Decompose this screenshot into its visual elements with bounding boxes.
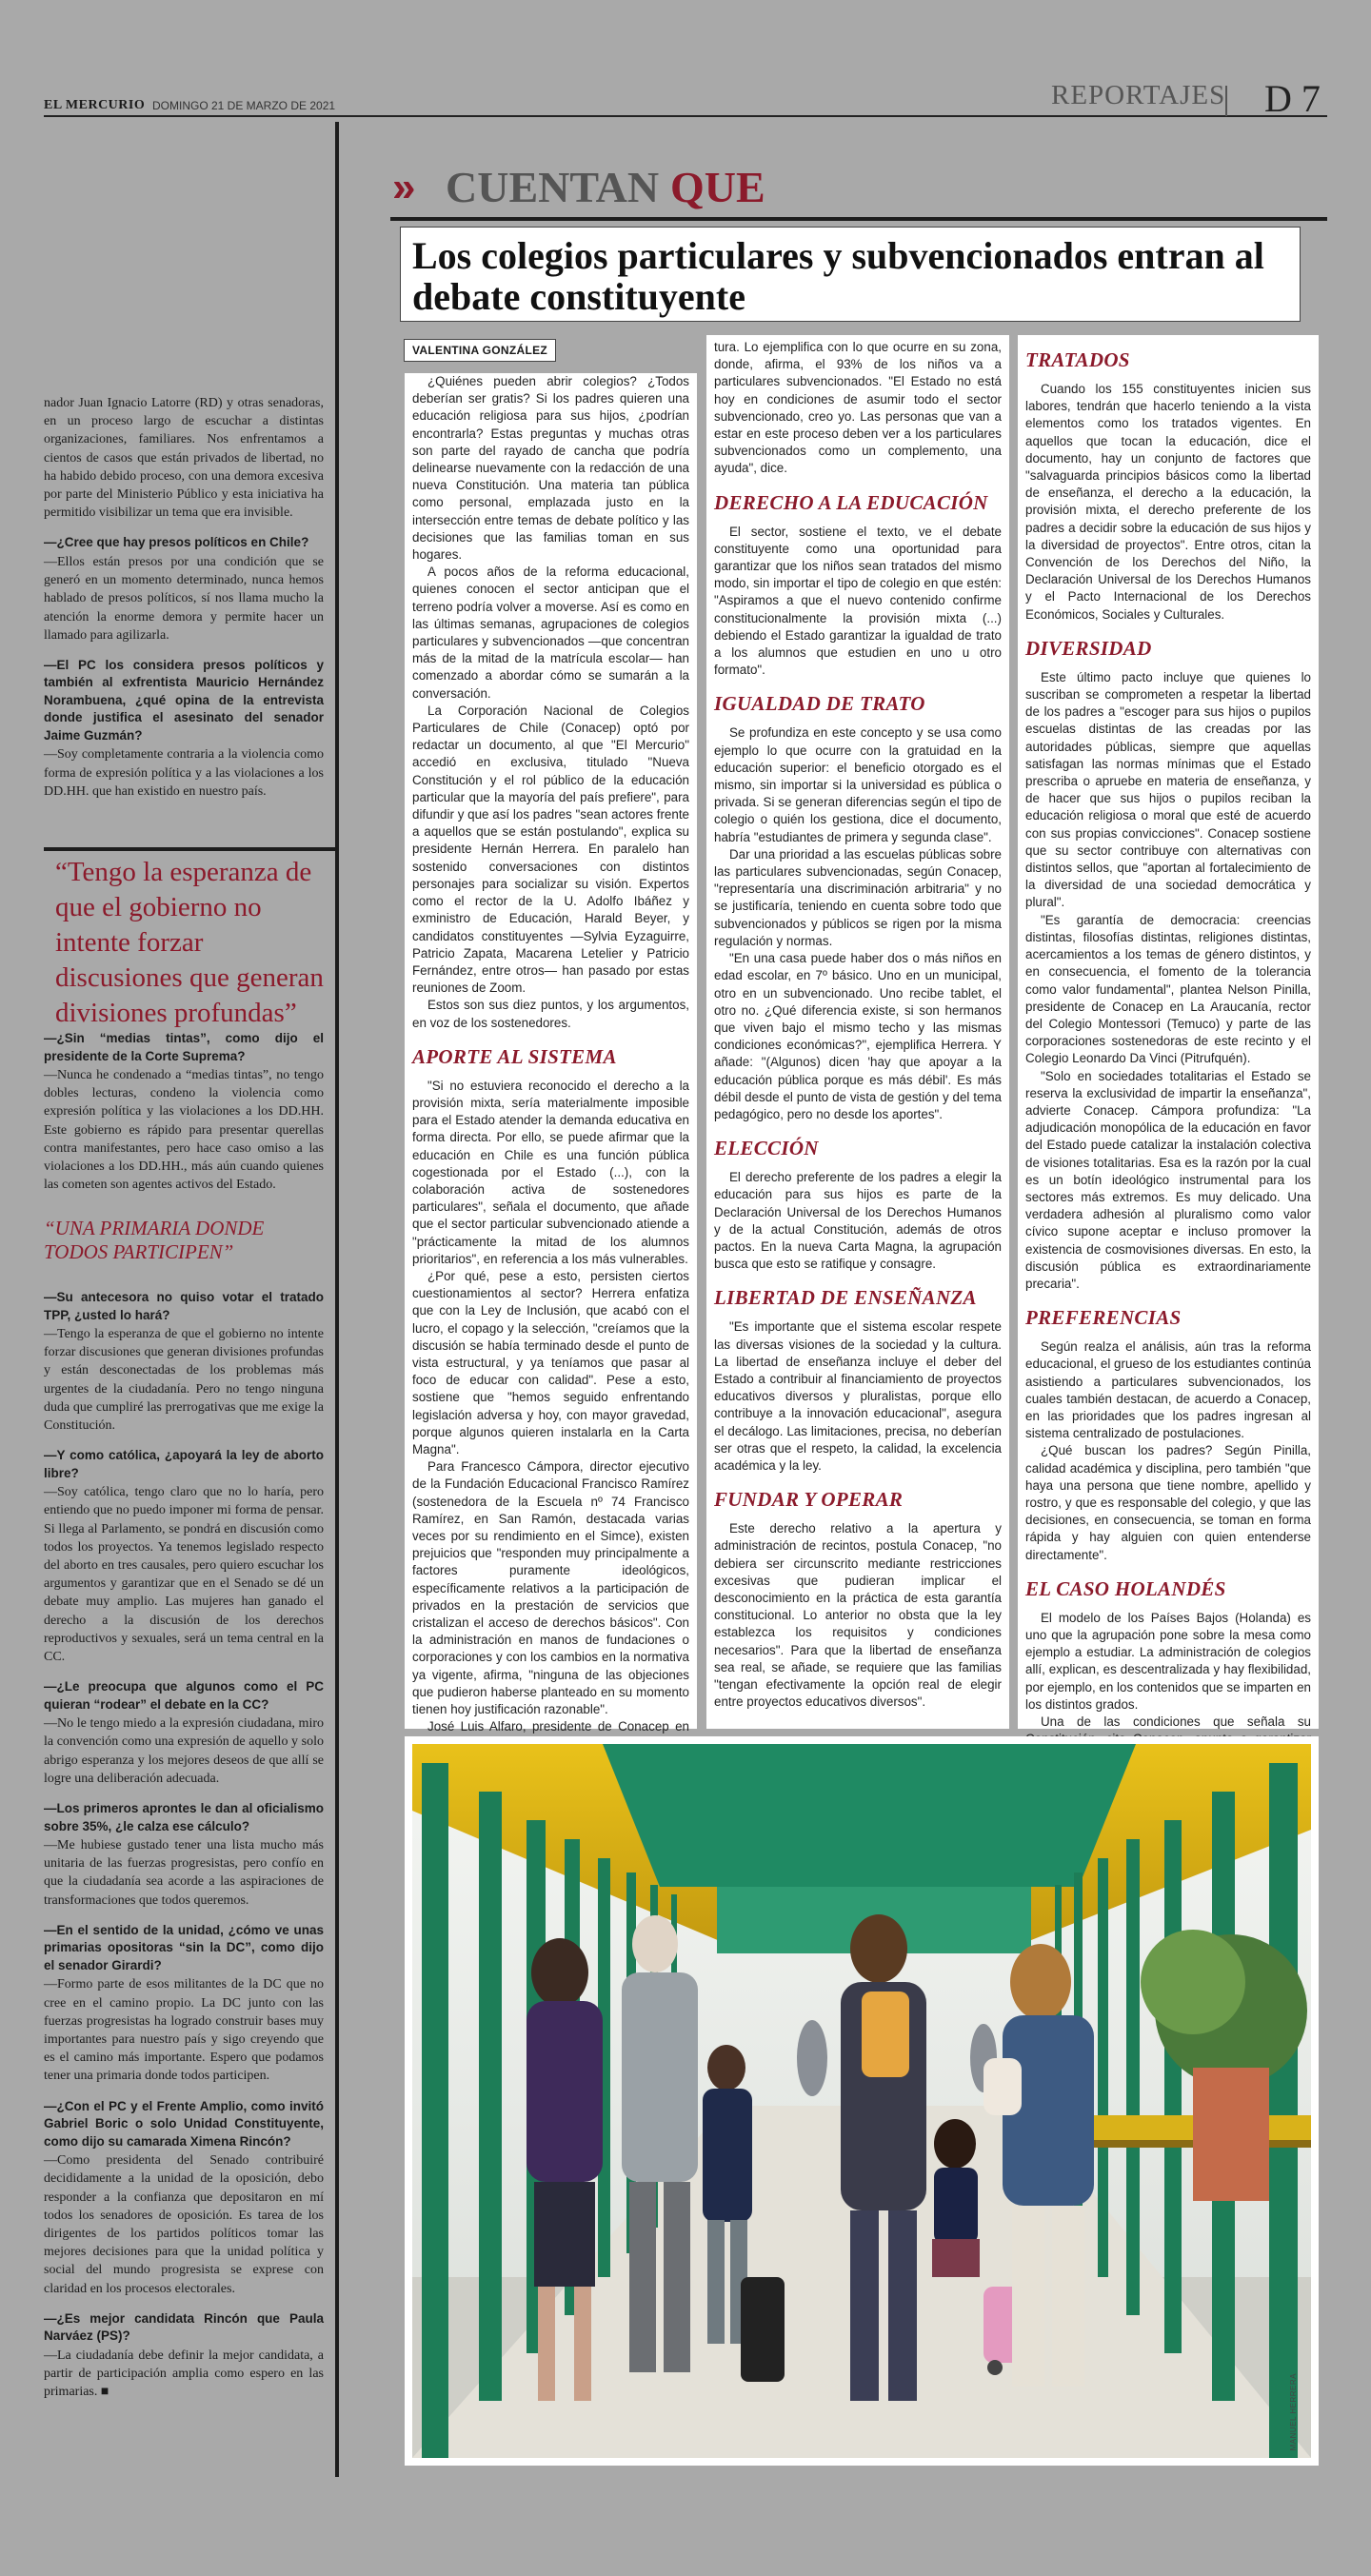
- article-paragraph: tura. Lo ejemplifica con lo que ocurre en su zona, donde, afirma, el 93% de los niños va a particulares subvencionados. "El Estado no está hoy en condiciones de asumir todo el sector subvencionado, creo yo. Las personas que van a estar en este proceso deben ver a los particulares subvencionados como un complemento, una ayuda", dice.: [714, 340, 1002, 476]
- school-corridor-photo: [412, 1744, 1311, 2458]
- interview-question: —¿Con el PC y el Frente Amplio, como invitó Gabriel Boric o solo Unidad Constituyente, como dijo su camarada Ximena Rincón?: [44, 2098, 324, 2149]
- article-column-3: [1018, 335, 1319, 1729]
- interview-mid: [44, 1030, 324, 1206]
- article-paragraph: Este derecho relativo a la apertura y administración de recintos, postula Conacep, "no debiera ser circunscrito mediante restricciones excesivas que pudieran implicar el desconocimiento en la práctica de esta garantía constitucional. Lo anterior no obsta que la ley establezca los requisitos y condiciones necesarios". Para que la libertad de enseñanza sea real, se añade, se requiere que las familias "tengan efectivamente la opción real de elegir entre proyectos educativos diversos".: [714, 1521, 1002, 1710]
- headline-box: [400, 227, 1301, 322]
- article-paragraph: "Es garantía de democracia: creencias distintas, filosofías distintas, religiones distintas, acercamientos a los temas de género distintos, y en consecuencia, el fomento de la tolerancia como valor fundamental", plantea Nelson Pinilla, presidente de Conacep en La Araucanía, rector del Colegio Montessori (Temuco) y parte de las corporaciones sostenedoras de este recinto y el Colegio Leonardo Da Vinci (Pitrufquén).: [1025, 912, 1311, 1066]
- article-column-1: [405, 373, 697, 1734]
- interview-answer: —Nunca he condenado a “medias tintas”, no tengo dobles lecturas, condeno la violencia como expresión política y las violaciones a los DD.HH. Este gobierno es rápido para presentar querellas contra manifestantes, pero hace caso omiso a las violaciones a los DD.HH., más aún cuando quienes las cometen son agentes activos del Estado.: [44, 1068, 324, 1193]
- interview-answer: —Soy completamente contraria a la violencia como forma de expresión política y a las violaciones a los DD.HH. que han existido en nuestro país.: [44, 747, 324, 799]
- photo-frame: [405, 1736, 1319, 2466]
- article-paragraph: "Solo en sociedades totalitarias el Estado se reserva la exclusividad de impartir la enseñanza", advierte Conacep. Cámpora profundiza: "La adjudicación monopólica de la educación en favor del Estado puede catalizar la instalación colectiva de visiones totalitarias. Esa es la razón por la cual es un botín ideológico instrumental para los sectores más extremos. Es muy delicado. Una verdadera adhesión al pluralismo como valor cívico supone aceptar e incluso promover la existencia de cosmovisiones diversas. En esto, la discusión pública es extraordinariamente precaria".: [1025, 1068, 1311, 1291]
- double-chevron-icon: »: [392, 164, 408, 210]
- qa-list-top: [44, 534, 324, 801]
- interview-answer: —Como presidenta del Senado contribuiré decididamente a la unidad de la oposición, debo responder a la confianza que depositaron en mí todos los senadores de oposición. Es tarea de los dirigentes de los partidos políticos tomar las mejores decisiones para que la unidad política y social del mundo progresista se exprese con claridad en los procesos electorales.: [44, 2153, 324, 2296]
- article-subhead: ELECCIÓN: [714, 1137, 819, 1160]
- article-paragraph: Una de las condiciones que señala su: [1041, 1714, 1311, 1730]
- headline: Los colegios particulares y subvencionados entran al debate constituyente: [412, 234, 1264, 318]
- article-paragraph: Se profundiza en este concepto y se usa como ejemplo lo que ocurre con la gratuidad en la educación superior: el beneficio otorgado es el mismo, sin importar si la universidad es pública o privada. Si se generan diferencias según el tipo de colegio o quién los gestiona, dice el documento, habría "estudiantes de primera y segunda clase".: [714, 725, 1002, 844]
- section-divider: [1225, 86, 1227, 116]
- qa-list-mid: [44, 1030, 324, 1194]
- article-paragraph: El modelo de los Países Bajos (Holanda) es uno que la agrupación pone sobre la mesa como ejemplo a estudiar. La administración de colegios allí, explican, es descentralizada y hay flexibilidad, por ejemplo, en los contenidos que se imparten en los distintos grados.: [1025, 1610, 1311, 1712]
- kicker-word-2: QUE: [670, 163, 765, 211]
- article-subhead: LIBERTAD DE ENSEÑANZA: [714, 1286, 977, 1310]
- photo-credit: MANUEL HERRERA: [1289, 2372, 1298, 2450]
- article-subhead: IGUALDAD DE TRATO: [714, 692, 925, 716]
- page-number: D 7: [1264, 77, 1321, 120]
- column-divider: [335, 122, 339, 2477]
- interview-question: —Su antecesora no quiso votar el tratado TPP, ¿usted lo hará?: [44, 1290, 324, 1322]
- article-paragraph: ¿Qué buscan los padres? Según Pinilla, calidad académica y disciplina, pero también "que haya una persona que tiene nombre, apellido y rostro, y que es responsable del colegio, y que las decisiones, en consecuencia, se toman en forma rápida y hay alguien con quien entenderse directamente".: [1025, 1443, 1311, 1562]
- publication-date: DOMINGO 21 DE MARZO DE 2021: [152, 99, 336, 112]
- article-paragraph: ¿Por qué, pese a esto, persisten ciertos cuestionamientos al sector? Herrera enfatiza que con la Ley de Inclusión, que acabó con el lucro, el copago y la selección, "creíamos que la discusión se había terminado desde el punto de vista estructural, y ya teníamos que pasar al foco de educar con calidad". Pese a esto, sostiene que "hemos seguido enfrentando legislación adversa y hoy, con mayor gravedad, porque algunos quieren instalarla en la Carta Magna".: [412, 1268, 689, 1456]
- pull-quote: “Tengo la esperanza de que el gobierno no intente forzar discusiones que generan divisiones profundas”: [55, 857, 324, 1028]
- section-name: REPORTAJES: [1051, 80, 1226, 110]
- article-subhead: APORTE AL SISTEMA: [412, 1044, 617, 1068]
- article-subhead: EL CASO HOLANDÉS: [1025, 1576, 1226, 1600]
- article-column-2: [706, 335, 1009, 1729]
- article-paragraph: Este último pacto incluye que quienes lo suscriban se comprometen a respetar la libertad de los padres a "escoger para sus hijos o pupilos escuelas distintas de las creadas por las autoridades públicas, siempre que aquellas satisfagan las normas mínimas que el Estado prescriba o apruebe en materia de enseñanza, y de hacer que sus hijos o pupilos reciban la educación religiosa o moral que esté de acuerdo con sus propias convicciones". Conacep sostiene que su sector contribuye con alternativas con distintos sellos, que "aportan al fortalecimiento de la diversidad de una sociedad democrática y plural".: [1025, 669, 1311, 910]
- article-paragraph: Para Francesco Cámpora, director ejecutivo de la Fundación Educacional Francisco Ramírez (sostenedora de la Escuela nº 74 Francisco Ramírez, en San Ramón, destacada varias veces por su rendimiento en el Simce), existen prejuicios que "responden muy principalmente a factores puramente ideológicos, específicamente relativos a la participación de privados en la prestación de servicios que cristalizan el acceso de derechos básicos". Con la administración en manos de fundaciones o corporaciones y con los cambios en la normativa ya vigente, afirma, "ninguna de las objeciones que pudieron haberse planteado en su momento tienen hoy justificación razonable".: [412, 1459, 689, 1717]
- newspaper-name: EL MERCURIO: [44, 98, 146, 112]
- interview-answer: —Me hubiese gustado tener una lista mucho más unitaria de las fuerzas progresistas, pero confío en que la ciudadanía sea acorde a las aspiraciones de transformaciones que todos queremos.: [44, 1838, 324, 1908]
- masthead-rule: [44, 115, 1327, 117]
- interview-answer: —Tengo la esperanza de que el gobierno no intente forzar discusiones que generan divisiones profundas y están desconectadas de los problemas más urgentes de la ciudadanía. Pero no tengo ninguna duda que cumpliré las prerrogativas que me exige la Constitución.: [44, 1327, 324, 1434]
- article-subhead: TRATADOS: [1025, 348, 1130, 371]
- article-paragraph: "Es importante que el sistema escolar respete las diversas visiones de la sociedad y la cultura. La libertad de enseñanza incluye el deber del Estado a contribuir al financiamiento de proyectos educativos diversos y pluralistas, porque ello contribuye a la innovación educacional", asegura el decálogo. Las limitaciones, precisa, no deberían ser otras que el respeto, la calidad, la excelencia académica y la ley.: [714, 1319, 1002, 1473]
- article-paragraph: Estos son sus diez puntos, y los argumentos, en voz de los sostenedores.: [412, 998, 689, 1030]
- interview-answer: —Soy católica, tengo claro que no lo haría, pero entiendo que no puedo imponer mi forma de pensar. Si llega al Parlamento, se pondrá en discusión como todos los proyectos. Ya tenemos legislado respecto del aborto en tres causales, pero quiero escuchar los argumentos y garantizar que en el Senado se dé un debate muy amplio. Las mujeres han ganado el derecho a la discusión de los derechos reproductivos y sexuales, será un tema central en la CC.: [44, 1485, 324, 1665]
- article-paragraph: El sector, sostiene el texto, ve el debate constituyente como una oportunidad para garantizar que los niños sean tratados del mismo modo, sin importar el tipo de colegio en que estén: "Aspiramos a que el nuevo contenido confirme constitucionalmente la provisión mixta (...) debiendo el Estado garantizar la igualdad de trato a los alumnos que estudien en uno u otro formato".: [714, 524, 1002, 678]
- interview-answer: —La ciudadanía debe definir la mejor candidata, a partir de participación amplia como espero en las primarias. ■: [44, 2348, 324, 2400]
- article-paragraph: El derecho preferente de los padres a elegir la educación para sus hijos es parte de la Declaración Universal de los Derechos Humanos y de la actual Constitución, además de otros pactos. En la nueva Carta Magna, la agrupación busca que esto se ratifique y consagre.: [714, 1170, 1002, 1272]
- article-paragraph: ¿Quiénes pueden abrir colegios? ¿Todos deberían ser gratis? Si los padres quieren una educación religiosa para sus hijos, ¿podrían encontrarla? Estas preguntas y muchas otras son parte del rayado de cancha que podría delinearse nuevamente con la redacción de una nueva Constitución. Una materia tan pública como personal, emplazada justo en la intersección entre temas de debate político y las decisiones que las familias toman en sus hogares.: [412, 374, 689, 563]
- photo-illustration: [412, 1744, 1311, 2458]
- interview-bottom: [44, 1289, 324, 2413]
- interview-answer: —Ellos están presos por una condición que se generó en un momento determinado, nunca hemos hablado de presos políticos, sí nos llama mucho la atención la enorme demora y permite hacer un llamado para agilizarla.: [44, 554, 324, 643]
- interview-question: —El PC los considera presos políticos y también al exfrentista Mauricio Hernández Norambuena, ¿qué opina de la entrevista donde justifica el asesinato del senador Jaime Guzmán?: [44, 657, 324, 743]
- interview-question: —¿Es mejor candidata Rincón que Paula Narváez (PS)?: [44, 2310, 324, 2344]
- interview-subhead: “UNA PRIMARIA DONDE TODOS PARTICIPEN”: [44, 1217, 265, 1263]
- interview-question: —¿Sin “medias tintas”, como dijo el presidente de la Corte Suprema?: [44, 1031, 324, 1063]
- byline: VALENTINA GONZÁLEZ: [404, 339, 556, 362]
- article-paragraph: Cuando los 155 constituyentes inicien sus labores, tendrán que hacerlo teniendo a la vista elementos como los tratados vigentes. En aquellos que tocan la educación, dice el documento, hay un conjunto de factores que "salvaguarda principios básicos como la libertad de enseñanza, el derecho a la educación, la provisión mixta, el derecho preferente de los padres a decidir sobre la educación de sus hijos y la diversidad de proyectos". Entre otros, citan la Convención de los Derechos del Niño, la Declaración Universal de los Derechos Humanos y el Pacto Internacional de los Derechos Económicos, Sociales y Culturales.: [1025, 382, 1311, 622]
- headline-rule: [390, 217, 1327, 221]
- interview-intro: nador Juan Ignacio Latorre (RD) y otras senadoras, en un proceso largo de escuchar a distintas organizaciones, familiares. Nos enfrentamos a cientos de casos que están privados de libertad, no ha habido debido proceso, con una demora excesiva por parte del Ministerio Público y esta iniciativa ha permitido visibilizar un tema que era invisible.: [44, 396, 324, 521]
- pull-quote-rule: [44, 847, 335, 851]
- article-paragraph: José Luis Alfaro, presidente de Conacep en: [427, 1719, 689, 1734]
- article-paragraph: "En una casa puede haber dos o más niños en edad escolar, en 7º básico. Uno en un municipal, otro en un subvencionado. Uno recibe tablet, el otro no. ¿Qué diferencia existe, si son hermanos que viven bajo el mismo techo y las mismas condiciones económicas?", ejemplifica Herrera. Y añade: "(Algunos) dicen 'hay que apoyar a la educación pública porque es más débil'. Es más débil desde el punto de vista de gestión y del tema pedagógico, pero no desde los aportes".: [714, 951, 1002, 1121]
- interview-question: —Los primeros aprontes le dan al oficialismo sobre 35%, ¿le calza ese cálculo?: [44, 1801, 324, 1833]
- interview-question: —En el sentido de la unidad, ¿cómo ve unas primarias opositoras “sin la DC”, como dijo el senador Girardi?: [44, 1922, 324, 1972]
- article-subhead: PREFERENCIAS: [1025, 1306, 1182, 1330]
- article-paragraph: La Corporación Nacional de Colegios Particulares de Chile (Conacep) optó por redactar un documento, al que "El Mercurio" accedió en exclusiva, titulado "Nueva Constitución y el rol público de la educación particular que la mayoría del país prefiere", para difundir y que así los padres "sean actores frente a aquellos que se están postulando", explica su presidente Hernán Herrera. En paralelo han sostenido conversaciones con distintos personajes para socializar su visión. Expertos como el rector de la U. Adolfo Ibáñez y exministro de Educación, Harald Beyer, y candidatos constituyentes —Sylvia Eyzaguirre, Patricio Zapata, Macarena Letelier y Patricio Fernández, entre otros— han pasado por estas reuniones de Zoom.: [412, 703, 689, 996]
- interview-question: —¿Le preocupa que algunos como el PC quieran “rodear” el debate en la CC?: [44, 1679, 324, 1712]
- section-kicker: [392, 162, 1249, 215]
- article-paragraph: Dar una prioridad a las escuelas públicas sobre las particulares subvencionadas, según Conacep, "representaría una discriminación arbitraria" y no se justificaría, teniendo en cuenta sobre todo que subvencionados y públicos se rigen por la misma regulación y normas.: [714, 846, 1002, 948]
- article-paragraph: A pocos años de la reforma educacional, quienes conocen el sector anticipan que el terreno podría volver a moverse. Así es como en las últimas semanas, agrupaciones de colegios particulares y subvencionados —que concentran más de la mitad de la matrícula escolar— han comenzado a abordar cómo se sumarán a la conversación.: [412, 565, 689, 701]
- interview-question: —¿Cree que hay presos políticos en Chile?: [44, 535, 309, 550]
- article-subhead: FUNDAR Y OPERAR: [714, 1488, 904, 1512]
- article-subhead: DIVERSIDAD: [1025, 636, 1152, 660]
- interview-question: —Y como católica, ¿apoyará la ley de aborto libre?: [44, 1448, 324, 1480]
- interview-answer: —No le tengo miedo a la expresión ciudadana, miro la convención como una expresión de aquello y solo abrigo esperanza y los mejores deseos de que allí se logre una deliberación adecuada.: [44, 1716, 324, 1786]
- qa-list-bottom: [44, 1289, 324, 2401]
- interview-answer: —Formo parte de esos militantes de la DC que no cree en el camino propio. La DC junto con las fuerzas progresistas ha logrado construir bases muy importantes para nuestro país y sigo creyendo que es el camino más importante. Espero que podamos tener una primaria donde todos participen.: [44, 1977, 324, 2084]
- kicker-word-1: CUENTAN: [446, 163, 660, 211]
- article-subhead: DERECHO A LA EDUCACIÓN: [714, 490, 988, 514]
- article-paragraph: "Si no estuviera reconocido el derecho a la provisión mixta, sería materialmente imposible para el Estado atender la demanda educativa en forma directa. Por ello, se puede afirmar que la educación en Chile es una función pública cogestionada por el Estado (...), con la colaboración activa de sostenedores particulares", señala el documento, que añade que el sector particular subvencionado atiende a "prácticamente la mitad de los alumnos prioritarios", en referencia a los más vulnerables.: [412, 1078, 689, 1266]
- article-paragraph: Según realza el análisis, aún tras la reforma educacional, el grueso de los estudiantes continúa asistiendo a particulares subvencionados, los cuales también destacan, de acuerdo a Conacep, en las prioridades que los padres ingresan al sistema centralizado de postulaciones.: [1025, 1339, 1312, 1441]
- interview-top: [44, 394, 324, 813]
